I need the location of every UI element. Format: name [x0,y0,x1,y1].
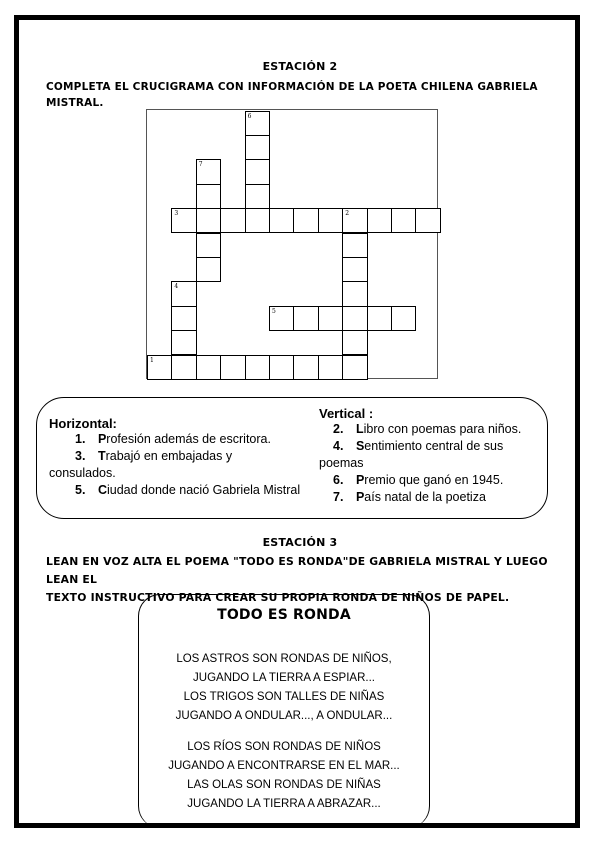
crossword-cell[interactable] [342,208,367,233]
clue-number: 5 [272,307,276,315]
crossword-cell[interactable] [342,306,367,331]
crossword-cell[interactable] [196,184,221,209]
clue-number: 4 [174,283,179,291]
station2-instruction: COMPLETA EL CRUCIGRAMA CON INFORMACIÓN DE LA POETA CHILENA GABRIELA MISTRAL. [46,81,538,109]
crossword-cell[interactable] [245,111,270,136]
clue-number: 1 [150,356,154,364]
clue-h5: 5. Ciudad donde nació Gabriela Mistral [75,483,301,497]
crossword-cell[interactable] [318,355,343,380]
crossword-cell[interactable] [293,306,318,331]
poem-title: TODO ES RONDA [217,607,351,623]
poem-line: JUGANDO LA TIERRA A ESPIAR... [193,672,375,684]
crossword-cell[interactable] [415,208,440,233]
crossword-cell[interactable] [220,208,245,233]
crossword-cell[interactable] [196,355,221,380]
vertical-clues [319,406,541,506]
crossword-cell[interactable] [342,257,367,282]
horizontal-clues [49,416,319,499]
crossword-cell[interactable] [318,306,343,331]
clue-v6: 6. Premio que ganó en 1945. [333,473,504,487]
crossword-cell[interactable] [171,208,196,233]
clue-v7: 7. País natal de la poetiza [333,490,486,504]
crossword-cell[interactable] [171,306,196,331]
crossword-cell[interactable] [342,281,367,306]
crossword-cell[interactable] [245,135,270,160]
clue-h3-wrap: consulados. [49,466,116,480]
clues-box [36,397,548,519]
crossword-cell[interactable] [245,208,270,233]
clue-h3: 3. Trabajó en embajadas y [75,449,233,463]
crossword-cell[interactable] [293,208,318,233]
station2-title: ESTACIÓN 2 [262,60,338,73]
clue-number: 6 [247,112,252,120]
horizontal-heading: Horizontal: [49,416,117,431]
crossword-cell[interactable] [269,208,294,233]
poem-line: JUGANDO A ONDULAR..., A ONDULAR... [175,710,393,722]
poem-line: LOS TRIGOS SON TALLES DE NIÑAS [183,691,385,703]
crossword-grid [146,109,438,379]
clue-number: 3 [174,210,179,218]
vertical-heading: Vertical : [319,406,374,421]
crossword-cell[interactable] [196,208,221,233]
station3-instruction: LEAN EN VOZ ALTA EL POEMA "TODO ES RONDA"DE GABRIELA MISTRAL Y LUEGO LEAN EL TEXTO INSTRUCTIVO PARA CREAR SU PROPIA RONDA DE NIÑOS DE PAPEL. [46,555,548,604]
clue-h1: 1. Profesión además de escritora. [75,432,271,446]
crossword-cell[interactable] [245,184,270,209]
poem-line: LOS ASTROS SON RONDAS DE NIÑOS, [176,653,392,665]
poem-line: JUGANDO A ENCONTRARSE EN EL MAR... [168,760,400,772]
crossword-cell[interactable] [171,330,196,355]
crossword-cell[interactable] [245,159,270,184]
crossword-cell[interactable] [342,330,367,355]
crossword-cell[interactable] [342,233,367,258]
crossword-cell[interactable] [171,355,196,380]
crossword-cell[interactable] [367,208,392,233]
clue-v2: 2. Libro con poemas para niños. [333,422,522,436]
crossword-cell[interactable] [293,355,318,380]
poem-line: LAS OLAS SON RONDAS DE NIÑAS [187,779,381,791]
crossword-cell[interactable] [342,355,367,380]
crossword-cell[interactable] [367,306,392,331]
crossword-cell[interactable] [196,233,221,258]
crossword-cell[interactable] [196,159,221,184]
station3-title: ESTACIÓN 3 [262,536,338,549]
crossword-cell[interactable] [245,355,270,380]
crossword-cell[interactable] [391,306,416,331]
crossword-cell[interactable] [391,208,416,233]
clue-number: 7 [198,161,203,169]
crossword-cell[interactable] [269,355,294,380]
crossword-cell[interactable] [269,306,294,331]
clue-number: 2 [345,210,350,218]
crossword-cell[interactable] [147,355,172,380]
poem-line: LOS RÍOS SON RONDAS DE NIÑOS [187,741,381,753]
clue-v4-wrap: poemas [319,456,364,470]
poem-line: JUGANDO LA TIERRA A ABRAZAR... [187,798,381,810]
clue-v4: 4. Sentimiento central de sus [333,439,504,453]
poem-box [138,594,430,828]
crossword-cell[interactable] [171,281,196,306]
crossword-cell[interactable] [318,208,343,233]
crossword-cell[interactable] [220,355,245,380]
crossword-cell[interactable] [196,257,221,282]
